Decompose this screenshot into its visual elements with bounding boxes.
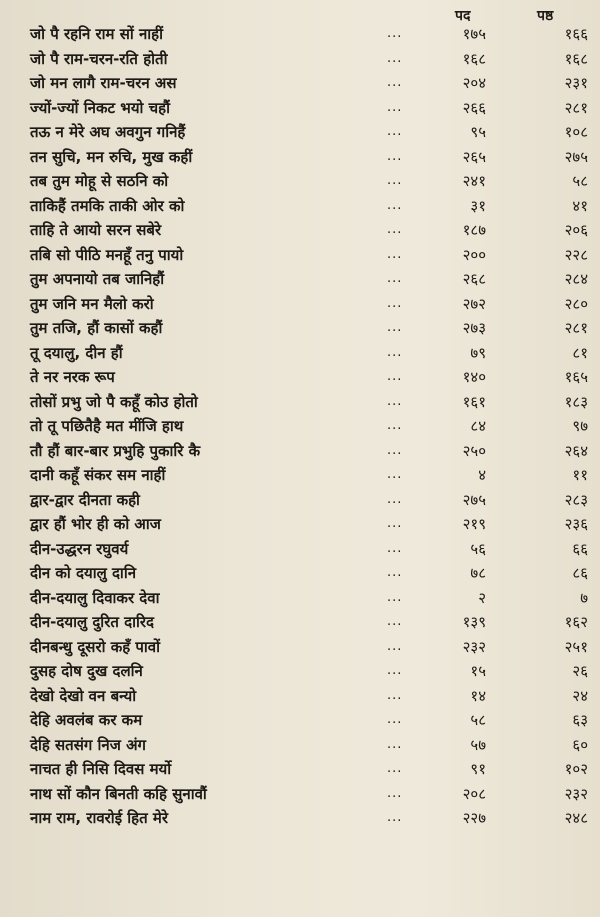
index-row <box>0 439 600 464</box>
index-row <box>0 610 600 635</box>
page-number: १०८ <box>564 123 588 141</box>
leader-dots: ... <box>387 222 403 237</box>
index-row <box>0 71 600 96</box>
page-number: ८१ <box>572 343 588 362</box>
pad-number: २२७ <box>462 809 486 827</box>
first-line-text: जो पै राम-चरन-रति होती <box>30 49 168 68</box>
leader-dots: ... <box>387 271 403 286</box>
pad-number: १५ <box>470 662 486 680</box>
first-line-text: दीन-दयालु दिवाकर देवा <box>30 588 160 607</box>
first-line-text: जो पै रहनि राम सों नाहीं <box>30 25 164 43</box>
index-row <box>0 365 600 390</box>
leader-dots: ... <box>387 369 403 384</box>
page-number: २३६ <box>564 515 588 533</box>
first-line-text: तन सुचि, मन रुचि, मुख कहीं <box>30 147 193 166</box>
page-number: २४८ <box>564 809 588 827</box>
pad-number: २५० <box>462 441 486 460</box>
index-row <box>0 537 600 562</box>
pad-number: २१९ <box>462 515 486 533</box>
first-line-text: तबि सो पीठि मनहूँ तनु पायो <box>30 245 184 264</box>
first-line-text: तू दयालु, दीन हौं <box>30 343 123 362</box>
index-row <box>0 292 600 317</box>
index-row <box>0 414 600 439</box>
page-number: १०२ <box>564 760 588 778</box>
leader-dots: ... <box>387 124 403 139</box>
index-row <box>0 341 600 366</box>
page-number: १६५ <box>564 368 588 386</box>
first-line-text: देखो देखो वन बन्यो <box>30 686 137 705</box>
leader-dots: ... <box>387 26 403 41</box>
first-line-text: द्वार-द्वार दीनता कही <box>30 490 140 509</box>
leader-dots: ... <box>387 75 403 90</box>
first-line-text: नाम राम, रावरोई हित मेरे <box>30 809 169 827</box>
leader-dots: ... <box>387 467 403 482</box>
page-number: २८१ <box>564 98 588 117</box>
pad-number: २६५ <box>462 147 486 166</box>
pad-number: २०४ <box>462 74 486 92</box>
page-number: १८३ <box>564 392 588 411</box>
leader-dots: ... <box>387 148 403 164</box>
pad-number: ९५ <box>470 123 486 141</box>
page-number: ९७ <box>572 417 588 435</box>
index-list <box>0 22 600 831</box>
pad-number: २६६ <box>462 98 486 117</box>
leader-dots: ... <box>387 761 403 776</box>
leader-dots: ... <box>387 393 403 409</box>
leader-dots: ... <box>387 638 403 654</box>
pad-number: २०८ <box>462 784 486 803</box>
pad-number: २७२ <box>462 294 486 313</box>
page-number: ४१ <box>572 196 588 215</box>
page-number: २८० <box>564 294 588 313</box>
leader-dots: ... <box>387 320 403 335</box>
pad-number: २०० <box>462 245 486 264</box>
leader-dots: ... <box>387 712 403 727</box>
index-row <box>0 316 600 341</box>
leader-dots: ... <box>387 50 403 66</box>
first-line-text: नाथ सों कौन बिनती कहि सुनावौं <box>30 784 207 803</box>
first-line-text: दीनबन्धु दूसरो कहँ पावों <box>30 637 161 656</box>
leader-dots: ... <box>387 442 403 458</box>
pad-number: २४१ <box>462 172 486 190</box>
index-row <box>0 47 600 72</box>
first-line-text: तो तू पछितैहै मत मींजि हाथ <box>30 417 184 435</box>
index-row <box>0 96 600 121</box>
page-number: ८६ <box>572 564 588 582</box>
page-number: १६२ <box>564 613 588 631</box>
index-row <box>0 390 600 415</box>
pad-number: १४० <box>462 368 486 386</box>
page-number: २४ <box>572 686 588 705</box>
leader-dots: ... <box>387 491 403 507</box>
leader-dots: ... <box>387 418 403 433</box>
first-line-text: ते नर नरक रूप <box>30 368 115 386</box>
pad-number: ७८ <box>470 564 486 582</box>
leader-dots: ... <box>387 736 403 752</box>
pad-number: ५६ <box>470 539 486 558</box>
first-line-text: दीन-उद्धरन रघुवर्य <box>30 539 129 558</box>
index-row <box>0 194 600 219</box>
pad-number: ७९ <box>470 343 486 362</box>
leader-dots: ... <box>387 197 403 213</box>
first-line-text: तुम जनि मन मैलो करो <box>30 294 154 313</box>
page-number: २८३ <box>564 490 588 509</box>
first-line-text: द्वार हौं भोर ही को आज <box>30 515 161 533</box>
leader-dots: ... <box>387 810 403 825</box>
index-row <box>0 169 600 194</box>
leader-dots: ... <box>387 516 403 531</box>
index-row <box>0 635 600 660</box>
index-row <box>0 243 600 268</box>
index-row <box>0 806 600 831</box>
first-line-text: दुसह दोष दुख दलनि <box>30 662 143 680</box>
first-line-text: नाचत ही निसि दिवस मर्यो <box>30 760 172 778</box>
pad-number: ८४ <box>470 417 486 435</box>
first-line-text: तब तुम मोहू से सठनि को <box>30 172 169 190</box>
leader-dots: ... <box>387 663 403 678</box>
first-line-text: ज्यों-ज्यों निकट भयो चहौं <box>30 98 171 117</box>
pad-number: १८७ <box>462 221 486 239</box>
pad-number: २३२ <box>462 637 486 656</box>
leader-dots: ... <box>387 540 403 556</box>
page-number: २५१ <box>564 637 588 656</box>
first-line-text: दीन को दयालु दानि <box>30 564 137 582</box>
page-number: ५८ <box>572 172 588 190</box>
first-line-text: जो मन लागै राम-चरन अस <box>30 74 177 92</box>
leader-dots: ... <box>387 344 403 360</box>
page-number: १६८ <box>564 49 588 68</box>
index-row <box>0 267 600 292</box>
first-line-text: देहि अवलंब कर कम <box>30 711 143 729</box>
first-line-text: दानी कहूँ संकर सम नाहीं <box>30 466 166 484</box>
leader-dots: ... <box>387 99 403 115</box>
index-row <box>0 782 600 807</box>
pad-number: ९१ <box>470 760 486 778</box>
pad-number: १६१ <box>462 392 486 411</box>
pad-number: २७३ <box>462 319 486 337</box>
first-line-text: दीन-दयालु दुरित दारिद <box>30 613 154 631</box>
pad-number: २६८ <box>462 270 486 288</box>
pad-number: १३९ <box>462 613 486 631</box>
first-line-text: ताकिहैं तमकि ताकी ओर को <box>30 196 185 215</box>
page-number: २६४ <box>564 441 588 460</box>
page-number: २६ <box>572 662 588 680</box>
pad-number: २ <box>478 588 486 607</box>
leader-dots: ... <box>387 295 403 311</box>
pad-number: १६८ <box>462 49 486 68</box>
index-row <box>0 120 600 145</box>
first-line-text: तौ हौं बार-बार प्रभुहि पुकारि कै <box>30 441 201 460</box>
index-row <box>0 488 600 513</box>
first-line-text: तऊ न मेरे अघ अवगुन गनिहैं <box>30 123 186 141</box>
first-line-text: तुम तजि, हौं कासों कहौं <box>30 319 163 337</box>
index-row <box>0 218 600 243</box>
first-line-text: देहि सतसंग निज अंग <box>30 735 147 754</box>
index-row <box>0 586 600 611</box>
leader-dots: ... <box>387 687 403 703</box>
index-row <box>0 145 600 170</box>
page-number: ६० <box>572 735 588 754</box>
pad-number: ३१ <box>470 196 486 215</box>
first-line-text: ताहि ते आयो सरन सबेरे <box>30 221 162 239</box>
leader-dots: ... <box>387 785 403 801</box>
leader-dots: ... <box>387 173 403 188</box>
page-number: २८१ <box>564 319 588 337</box>
first-line-text: तुम अपनायो तब जानिहौं <box>30 270 165 288</box>
pad-number: १७५ <box>462 25 486 43</box>
leader-dots: ... <box>387 614 403 629</box>
leader-dots: ... <box>387 246 403 262</box>
page-number: ११ <box>572 466 588 484</box>
index-row <box>0 708 600 733</box>
page-column-header: पष्ठ <box>537 8 554 24</box>
page-number: २३२ <box>564 784 588 803</box>
index-row <box>0 512 600 537</box>
index-row <box>0 659 600 684</box>
index-row <box>0 757 600 782</box>
index-row <box>0 561 600 586</box>
page-number: ६३ <box>572 711 588 729</box>
page-number: १६६ <box>564 25 588 43</box>
pad-number: २७५ <box>462 490 486 509</box>
page-number: २२८ <box>564 245 588 264</box>
page-number: २३१ <box>564 74 588 92</box>
pad-number: ५८ <box>470 711 486 729</box>
index-row <box>0 684 600 709</box>
page-number: ७ <box>580 588 588 607</box>
index-row <box>0 733 600 758</box>
leader-dots: ... <box>387 565 403 580</box>
page-number: २८४ <box>564 270 588 288</box>
pad-number: ४ <box>478 466 486 484</box>
page-number: २७५ <box>564 147 588 166</box>
leader-dots: ... <box>387 589 403 605</box>
page-number: २०६ <box>564 221 588 239</box>
index-row <box>0 22 600 47</box>
pad-number: १४ <box>470 686 486 705</box>
pad-column-header: पद <box>455 8 471 24</box>
page-number: ६६ <box>572 539 588 558</box>
first-line-text: तोसों प्रभु जो पै कहूँ कोउ होतो <box>30 392 198 411</box>
index-row <box>0 463 600 488</box>
pad-number: ५७ <box>470 735 486 754</box>
